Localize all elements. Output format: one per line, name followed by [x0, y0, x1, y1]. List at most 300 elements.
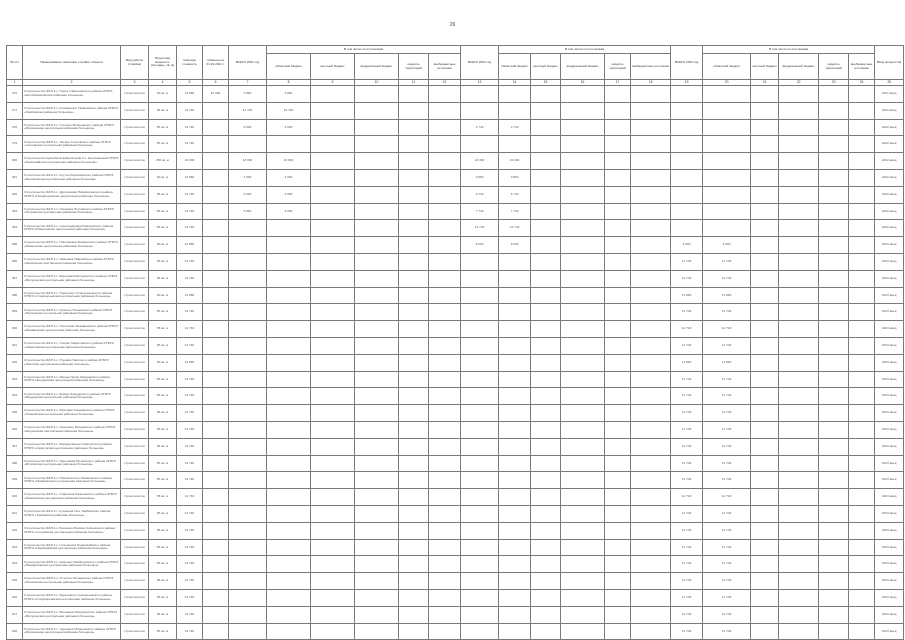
table-cell	[311, 321, 355, 338]
table-row	[7, 438, 904, 455]
table-cell: 2023 ввод	[875, 539, 904, 556]
col-header: областной бюджет	[703, 54, 751, 80]
table-cell	[849, 287, 875, 304]
table-cell: 12 740	[703, 321, 751, 338]
table-cell: 383	[7, 203, 23, 220]
table-cell	[561, 337, 605, 354]
table-cell	[605, 304, 631, 321]
table-cell: 12 740	[671, 405, 703, 422]
table-cell	[203, 102, 229, 119]
table-cell	[751, 203, 779, 220]
column-number: 6	[203, 80, 229, 86]
table-cell: Строительство ФАП в с. Большая Лазовка Сосновского района ОГБУЗ «Сосновская центральная районная больница»	[23, 522, 121, 539]
table-cell: 389	[7, 304, 23, 321]
table-row	[7, 153, 904, 170]
table-cell	[461, 589, 499, 606]
table-cell	[355, 119, 399, 136]
table-cell: 12 740	[177, 203, 203, 220]
table-cell	[229, 522, 267, 539]
table-cell	[399, 556, 429, 573]
table-cell	[605, 186, 631, 203]
table-cell	[779, 253, 819, 270]
table-cell	[671, 119, 703, 136]
table-cell	[429, 321, 461, 338]
table-cell: строительство	[121, 287, 149, 304]
table-row	[7, 455, 904, 472]
table-cell	[751, 237, 779, 254]
table-cell	[229, 354, 267, 371]
table-cell: 2023 ввод	[875, 421, 904, 438]
table-cell: 386	[7, 253, 23, 270]
table-cell	[203, 253, 229, 270]
table-cell: 12 740	[671, 522, 703, 539]
table-cell	[779, 472, 819, 489]
table-cell: 407	[7, 606, 23, 623]
table-row	[7, 405, 904, 422]
table-cell	[355, 237, 399, 254]
table-cell	[631, 421, 671, 438]
table-cell	[671, 86, 703, 103]
table-cell	[819, 472, 849, 489]
table-cell	[561, 86, 605, 103]
table-cell: 2022 ввод	[875, 203, 904, 220]
table-cell: Строительство ФАП в с. Юрловка Токарёвского района ОГБУЗ «Токарёвская центральная районная больница»	[23, 405, 121, 422]
table-cell	[819, 237, 849, 254]
table-cell: строительство	[121, 253, 149, 270]
table-cell	[561, 253, 605, 270]
table-cell	[399, 169, 429, 186]
column-number: 19	[671, 80, 703, 86]
table-row	[7, 287, 904, 304]
table-cell	[311, 153, 355, 170]
column-number: 3	[121, 80, 149, 86]
table-cell	[267, 522, 311, 539]
table-cell	[499, 539, 531, 556]
table-cell	[751, 405, 779, 422]
table-cell	[355, 337, 399, 354]
table-cell: 2023 ввод	[875, 438, 904, 455]
table-cell	[499, 489, 531, 506]
table-cell	[779, 321, 819, 338]
table-cell	[779, 489, 819, 506]
table-cell: строительство	[121, 505, 149, 522]
table-cell	[561, 270, 605, 287]
table-cell: строительство	[121, 455, 149, 472]
table-cell	[605, 86, 631, 103]
table-cell	[531, 573, 561, 590]
table-cell	[561, 606, 605, 623]
table-cell	[531, 237, 561, 254]
table-cell: 6 740	[461, 186, 499, 203]
table-cell	[399, 505, 429, 522]
table-cell: 85 кв. м	[149, 119, 177, 136]
table-cell	[819, 321, 849, 338]
table-cell: Строительство ФАП в с. Лесное Сосновского района ОГБУЗ «Сосновская центральная районная больница»	[23, 136, 121, 153]
table-cell	[631, 472, 671, 489]
table-cell: 12 740	[703, 405, 751, 422]
table-cell	[355, 505, 399, 522]
table-cell	[531, 489, 561, 506]
table-cell	[429, 388, 461, 405]
col-header: ВСЕГО 2022 год	[461, 46, 499, 80]
table-cell: строительство	[121, 371, 149, 388]
table-cell	[203, 455, 229, 472]
table-cell: 13 860	[703, 354, 751, 371]
table-cell	[499, 388, 531, 405]
table-cell: 12 740	[177, 489, 203, 506]
table-cell	[605, 220, 631, 237]
table-cell	[779, 573, 819, 590]
table-cell	[229, 455, 267, 472]
table-cell	[203, 505, 229, 522]
table-cell	[605, 522, 631, 539]
table-cell	[229, 321, 267, 338]
table-cell: 5 000	[229, 203, 267, 220]
table-cell	[203, 371, 229, 388]
table-cell: Строительство ФАП в с. Рудовка Умётского района ОГБУЗ «Умётская центральная районная больница»	[23, 354, 121, 371]
table-cell	[429, 438, 461, 455]
table-cell: 8 000	[461, 237, 499, 254]
table-cell	[779, 136, 819, 153]
table-cell: 12 740	[177, 623, 203, 640]
table-cell	[751, 455, 779, 472]
table-cell	[399, 455, 429, 472]
table-row	[7, 337, 904, 354]
table-cell	[819, 421, 849, 438]
table-cell: 4 740	[461, 119, 499, 136]
table-body	[7, 86, 904, 640]
table-cell	[531, 623, 561, 640]
col-header: местный бюджет	[531, 54, 561, 80]
table-cell: 85 кв. м	[149, 186, 177, 203]
table-cell	[311, 388, 355, 405]
table-cell: 85 кв. м	[149, 489, 177, 506]
table-cell	[203, 169, 229, 186]
table-cell	[429, 253, 461, 270]
table-cell	[751, 573, 779, 590]
table-cell	[631, 287, 671, 304]
table-cell	[779, 405, 819, 422]
table-cell	[531, 119, 561, 136]
table-cell	[531, 287, 561, 304]
table-cell	[499, 337, 531, 354]
table-cell	[819, 304, 849, 321]
table-cell	[429, 153, 461, 170]
col-header: ВСЕГО 2021 год	[229, 46, 267, 80]
table-cell: строительство	[121, 119, 149, 136]
table-cell: 85 кв. м	[149, 388, 177, 405]
table-cell	[203, 354, 229, 371]
table-cell	[631, 388, 671, 405]
table-cell: строительство	[121, 304, 149, 321]
table-cell	[203, 136, 229, 153]
table-cell	[531, 556, 561, 573]
table-cell	[461, 86, 499, 103]
table-cell: 406	[7, 589, 23, 606]
table-cell: 90 кв. м	[149, 354, 177, 371]
table-cell	[531, 539, 561, 556]
table-cell	[849, 505, 875, 522]
table-cell	[561, 153, 605, 170]
table-cell	[203, 220, 229, 237]
table-cell	[429, 421, 461, 438]
table-cell	[311, 573, 355, 590]
table-cell: 2023 ввод	[875, 304, 904, 321]
table-cell	[461, 539, 499, 556]
table-cell	[779, 505, 819, 522]
table-cell	[751, 556, 779, 573]
table-cell: 392	[7, 354, 23, 371]
table-cell	[399, 472, 429, 489]
table-cell	[429, 220, 461, 237]
table-cell	[461, 606, 499, 623]
table-cell	[631, 505, 671, 522]
table-cell: 12 740	[671, 421, 703, 438]
table-cell: 85 кв. м	[149, 304, 177, 321]
table-cell	[751, 421, 779, 438]
table-cell	[849, 455, 875, 472]
table-cell	[499, 556, 531, 573]
table-row	[7, 472, 904, 489]
table-cell	[311, 253, 355, 270]
table-cell	[631, 169, 671, 186]
table-cell	[311, 169, 355, 186]
table-cell: 2023 ввод	[875, 321, 904, 338]
table-cell	[267, 270, 311, 287]
table-cell	[499, 438, 531, 455]
table-cell	[779, 438, 819, 455]
table-cell	[499, 589, 531, 606]
table-cell: Строительство ФАП в с. Подгорное Староюрьевского района ОГБУЗ «Староюрьевская центральная районная больница»	[23, 287, 121, 304]
table-cell	[461, 438, 499, 455]
table-cell: 24 300	[499, 153, 531, 170]
table-cell	[779, 153, 819, 170]
table-cell	[605, 589, 631, 606]
table-cell: 13 860	[671, 354, 703, 371]
table-cell	[499, 86, 531, 103]
table-cell: 398	[7, 455, 23, 472]
table-cell	[631, 371, 671, 388]
table-cell: 395	[7, 405, 23, 422]
table-cell	[631, 405, 671, 422]
table-cell	[671, 136, 703, 153]
table-cell	[399, 253, 429, 270]
table-cell	[203, 270, 229, 287]
table-cell	[561, 136, 605, 153]
table-cell	[531, 153, 561, 170]
table-cell	[203, 539, 229, 556]
table-cell: 8 000	[229, 119, 267, 136]
table-cell	[849, 405, 875, 422]
table-cell	[229, 505, 267, 522]
table-cell	[531, 337, 561, 354]
table-cell: 12 740	[177, 304, 203, 321]
table-cell	[561, 354, 605, 371]
table-cell	[631, 220, 671, 237]
table-cell	[399, 119, 429, 136]
table-cell: 7 740	[499, 203, 531, 220]
table-cell: 12 740	[671, 321, 703, 338]
table-cell	[751, 253, 779, 270]
column-number: 9	[311, 80, 355, 86]
table-row	[7, 354, 904, 371]
table-cell: 2023 ввод	[875, 556, 904, 573]
table-cell: 85 кв. м	[149, 556, 177, 573]
table-cell	[267, 304, 311, 321]
table-cell	[671, 169, 703, 186]
table-cell	[751, 606, 779, 623]
table-cell: Строительство ФАП в с. Дмитриевка Никифоровского района ОГБУЗ «Никифоровская центральная районная больница»	[23, 186, 121, 203]
table-cell: 4 000	[267, 169, 311, 186]
table-cell: строительство	[121, 153, 149, 170]
table-cell	[203, 287, 229, 304]
table-cell	[429, 455, 461, 472]
column-number: 18	[631, 80, 671, 86]
table-cell	[399, 86, 429, 103]
table-cell: 85 кв. м	[149, 573, 177, 590]
table-cell: 381	[7, 169, 23, 186]
table-cell: 2023 ввод	[875, 337, 904, 354]
table-cell	[849, 371, 875, 388]
table-cell	[631, 186, 671, 203]
table-cell: 378	[7, 119, 23, 136]
table-cell: 2023 ввод	[875, 253, 904, 270]
table-cell	[849, 421, 875, 438]
table-cell	[399, 421, 429, 438]
table-cell	[399, 539, 429, 556]
table-cell	[355, 371, 399, 388]
table-cell	[631, 438, 671, 455]
table-cell	[703, 86, 751, 103]
table-cell	[819, 136, 849, 153]
table-cell	[819, 489, 849, 506]
table-cell	[355, 489, 399, 506]
table-cell: строительство	[121, 539, 149, 556]
table-cell	[355, 438, 399, 455]
table-cell	[311, 270, 355, 287]
table-cell	[203, 522, 229, 539]
table-cell: строительство	[121, 556, 149, 573]
table-cell	[819, 86, 849, 103]
column-number: 4	[149, 80, 177, 86]
table-cell	[751, 337, 779, 354]
table-cell	[751, 153, 779, 170]
table-cell	[429, 102, 461, 119]
table-cell: Строительство ФАП в с. Озерки Гавриловского района ОГБУЗ «Гавриловская центральная районная больница»	[23, 337, 121, 354]
table-cell	[461, 573, 499, 590]
table-cell	[229, 556, 267, 573]
table-cell	[819, 119, 849, 136]
table-cell	[355, 136, 399, 153]
table-cell	[671, 186, 703, 203]
table-cell: 12 740	[177, 253, 203, 270]
table-cell	[531, 589, 561, 606]
table-cell: 12 740	[267, 102, 311, 119]
table-cell	[399, 153, 429, 170]
table-cell	[631, 203, 671, 220]
table-cell: строительство	[121, 237, 149, 254]
table-cell	[819, 539, 849, 556]
table-cell	[849, 304, 875, 321]
table-cell	[229, 388, 267, 405]
table-cell	[499, 354, 531, 371]
table-cell: строительство	[121, 573, 149, 590]
table-cell: 18 000	[267, 153, 311, 170]
table-cell: 12 740	[703, 388, 751, 405]
column-number: 13	[461, 80, 499, 86]
table-cell: строительство	[121, 489, 149, 506]
table-cell: 12 740	[703, 421, 751, 438]
table-cell: строительство	[121, 270, 149, 287]
col-header: Освоено на 01.01.2021 г.	[203, 46, 229, 80]
table-cell	[429, 539, 461, 556]
column-number: 20	[703, 80, 751, 86]
table-cell	[229, 472, 267, 489]
table-cell	[631, 489, 671, 506]
table-cell: 408	[7, 623, 23, 640]
col-header: федеральный бюджет	[779, 54, 819, 80]
table-cell	[229, 253, 267, 270]
table-cell	[671, 153, 703, 170]
table-cell	[703, 136, 751, 153]
table-cell	[203, 237, 229, 254]
table-cell	[531, 102, 561, 119]
table-cell	[531, 186, 561, 203]
col-header: кредиты территорий	[819, 54, 849, 80]
column-number: 10	[355, 80, 399, 86]
table-cell	[779, 337, 819, 354]
table-cell	[461, 455, 499, 472]
table-cell	[819, 388, 849, 405]
column-number: 24	[849, 80, 875, 86]
table-row	[7, 304, 904, 321]
table-cell	[229, 606, 267, 623]
table-cell	[849, 86, 875, 103]
table-cell: 5 860	[703, 237, 751, 254]
table-cell	[429, 169, 461, 186]
table-cell	[399, 220, 429, 237]
table-cell	[561, 472, 605, 489]
table-cell: 24 300	[461, 153, 499, 170]
table-cell	[561, 169, 605, 186]
table-cell	[561, 405, 605, 422]
table-cell	[429, 573, 461, 590]
table-cell	[499, 102, 531, 119]
table-cell: 2023 ввод	[875, 237, 904, 254]
table-cell	[561, 304, 605, 321]
table-cell	[849, 354, 875, 371]
table-cell	[399, 186, 429, 203]
table-cell	[399, 304, 429, 321]
table-cell	[311, 405, 355, 422]
table-cell	[267, 421, 311, 438]
table-cell	[461, 623, 499, 640]
table-cell: 2023 ввод	[875, 505, 904, 522]
table-cell	[429, 86, 461, 103]
col-header: Вид работы (стройка)	[121, 46, 149, 80]
table-cell	[429, 623, 461, 640]
table-cell	[429, 119, 461, 136]
table-cell: 387	[7, 270, 23, 287]
table-cell	[499, 623, 531, 640]
table-cell	[849, 539, 875, 556]
table-cell: Строительство ФАП в с. Александровка Ржаксинского района ОГБУЗ «Ржаксинская центральная районная больница»	[23, 220, 121, 237]
table-cell: Строительство ФАП в с. Бокино Бондарского района ОГБУЗ «Бондарская центральная районная больница»	[23, 388, 121, 405]
table-cell: 2023 ввод	[875, 388, 904, 405]
table-cell	[819, 287, 849, 304]
table-cell	[819, 438, 849, 455]
table-cell: 12 740	[671, 388, 703, 405]
